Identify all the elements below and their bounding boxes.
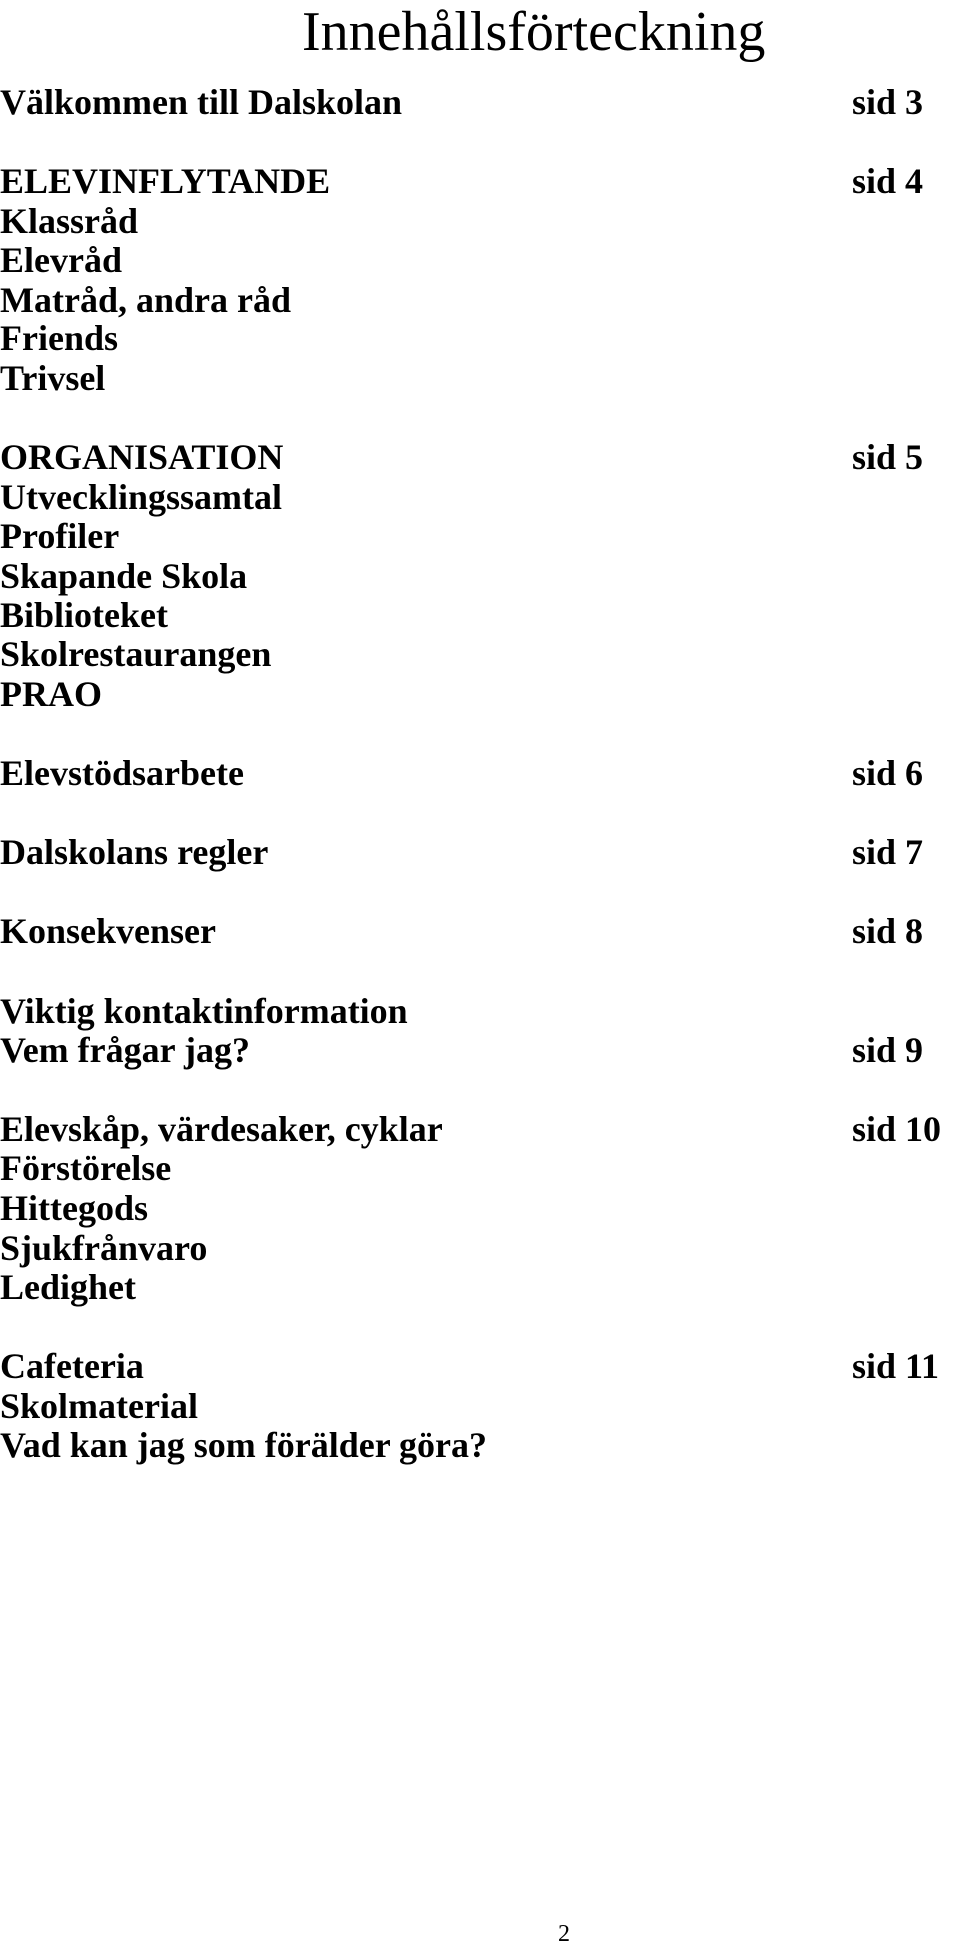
toc-entry-label: Trivsel [0, 358, 106, 398]
toc-entry-label: Elevråd [0, 240, 122, 280]
toc-entry-label: Ledighet [0, 1267, 137, 1307]
toc-entry [0, 749, 960, 797]
toc-entry-label: Matråd, andra råd [0, 280, 291, 320]
toc-entry-page: sid 8 [852, 911, 924, 951]
toc-entry-label: Välkommen till Dalskolan [0, 82, 403, 122]
toc-entry-label: Biblioteket [0, 595, 168, 635]
toc-entry [0, 354, 960, 402]
toc-entry-label: Skapande Skola [0, 556, 248, 596]
toc-entry-page: sid 5 [852, 437, 924, 477]
toc-entry-label: ORGANISATION [0, 437, 284, 477]
toc-entry-label: Sjukfrånvaro [0, 1228, 208, 1268]
toc-entry [0, 1263, 960, 1311]
page-number: 2 [558, 1921, 570, 1947]
toc-entry-label: Förstörelse [0, 1148, 172, 1188]
toc-entry-label: Utvecklingssamtal [0, 477, 282, 517]
toc-entry-label: Dalskolans regler [0, 832, 269, 872]
page-title: Innehållsförteckning [302, 1, 766, 63]
toc-entry-label: Profiler [0, 516, 120, 556]
toc-entry-label: Vad kan jag som förälder göra? [0, 1425, 488, 1465]
toc-entry [0, 670, 960, 718]
toc-entry [0, 828, 960, 876]
toc-entry-page: sid 11 [852, 1346, 940, 1386]
toc-entry [0, 1421, 960, 1469]
toc-entry-page: sid 3 [852, 82, 924, 122]
toc-entry-page: sid 7 [852, 832, 924, 872]
toc-entry-label: Klassråd [0, 201, 139, 241]
toc-entry-label: Elevstödsarbete [0, 753, 244, 793]
toc-entry [0, 78, 960, 126]
toc-entry-page: sid 10 [852, 1109, 942, 1149]
toc-entry [0, 1026, 960, 1074]
toc-entry-label: Skolmaterial [0, 1386, 198, 1426]
toc-entry-label: Cafeteria [0, 1346, 144, 1386]
toc-entry-label: Skolrestaurangen [0, 634, 272, 674]
toc-entry [0, 907, 960, 955]
toc-entry-page: sid 9 [852, 1030, 924, 1070]
toc-entry-label: Viktig kontaktinformation [0, 991, 408, 1031]
toc-entry-label: PRAO [0, 674, 102, 714]
toc-entry-label: Elevskåp, värdesaker, cyklar [0, 1109, 443, 1149]
toc-entry-page: sid 6 [852, 753, 924, 793]
toc-entry-label: ELEVINFLYTANDE [0, 161, 331, 201]
toc-entry-label: Hittegods [0, 1188, 148, 1228]
toc-entry-label: Friends [0, 318, 119, 358]
toc-entry-page: sid 4 [852, 161, 924, 201]
toc-entry-label: Konsekvenser [0, 911, 216, 951]
toc-entry-label: Vem frågar jag? [0, 1030, 250, 1070]
